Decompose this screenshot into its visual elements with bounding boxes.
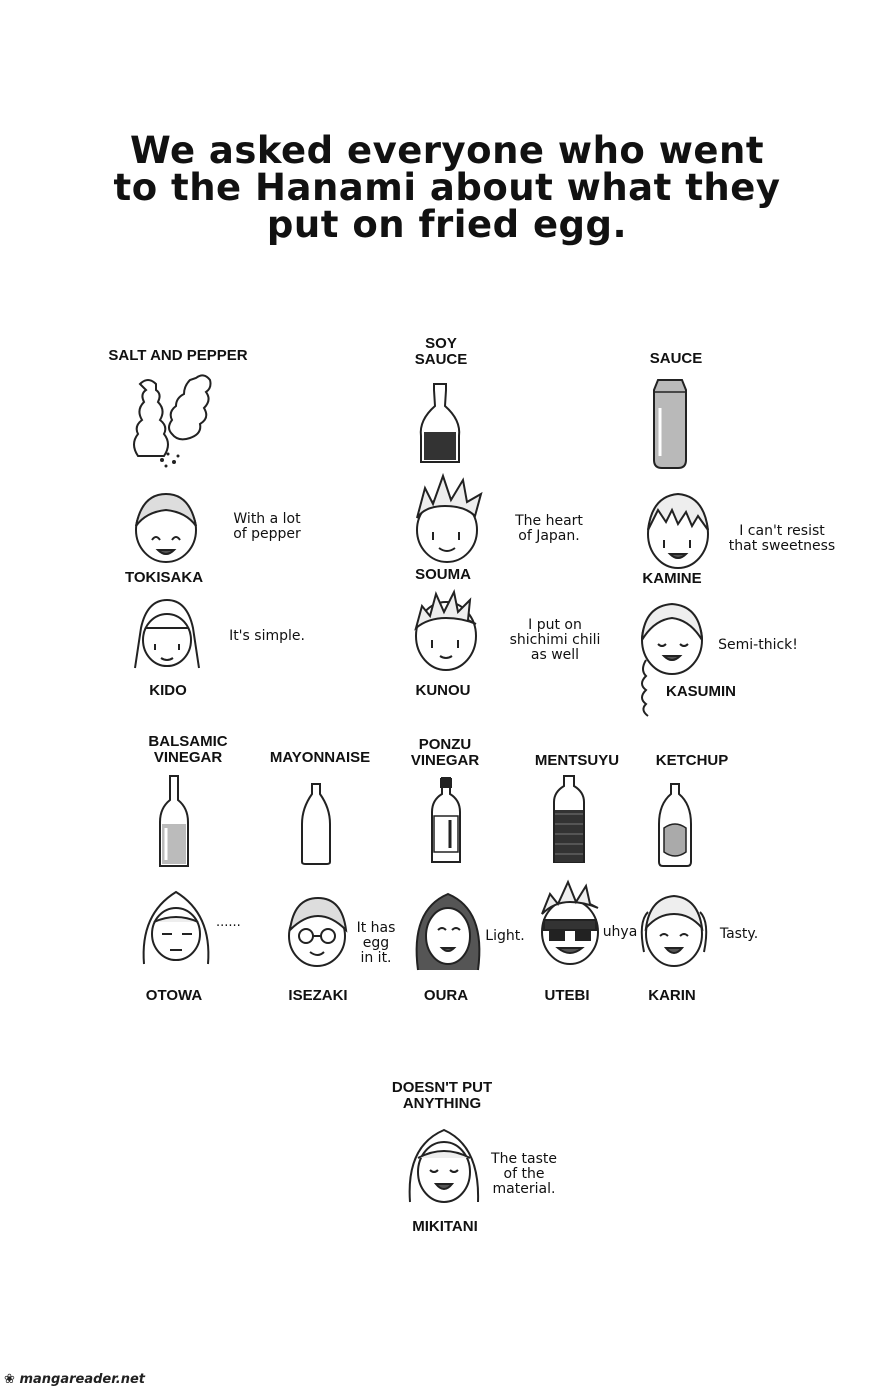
quote-mikitani: The taste of the material.	[491, 1151, 557, 1197]
kido-face-icon	[129, 598, 205, 672]
quote-kamine: I can't resist that sweetness	[728, 523, 836, 554]
utebi-face-icon	[536, 880, 604, 970]
quote-utebi: uhya	[602, 924, 638, 940]
souma-face-icon	[403, 474, 493, 566]
title-line-3: put on fried egg.	[266, 203, 628, 246]
soy-sauce-bottle-icon	[418, 382, 463, 466]
quote-kunou: I put on shichimi chili as well	[509, 617, 601, 663]
name-kamine: KAMINE	[642, 570, 702, 587]
name-kunou: KUNOU	[415, 682, 471, 699]
watermark	[4, 1372, 145, 1387]
category-ponzu-vinegar: PONZU VINEGAR	[410, 736, 480, 769]
quote-kido: It's simple.	[229, 628, 305, 644]
quote-otowa: ......	[216, 915, 241, 930]
category-mentsuyu: MENTSUYU	[534, 752, 620, 769]
category-sauce: SAUCE	[649, 350, 703, 367]
name-otowa: OTOWA	[145, 987, 203, 1004]
name-tokisaka: TOKISAKA	[124, 569, 204, 586]
quote-tokisaka: With a lot of pepper	[233, 511, 301, 542]
kunou-face-icon	[406, 588, 486, 674]
kasumin-face-icon	[630, 600, 710, 720]
isezaki-face-icon	[282, 892, 352, 970]
category-doesnt-put-anything: DOESN'T PUT ANYTHING	[391, 1079, 493, 1112]
ponzu-bottle-icon	[430, 776, 462, 866]
quote-isezaki: It has egg in it.	[356, 920, 396, 966]
name-utebi: UTEBI	[544, 987, 590, 1004]
category-mayonnaise: MAYONNAISE	[269, 749, 371, 766]
name-souma: SOUMA	[415, 566, 471, 583]
quote-kasumin: Semi-thick!	[718, 637, 798, 653]
balsamic-bottle-icon	[158, 774, 190, 870]
tokisaka-face-icon	[128, 490, 204, 566]
quote-karin: Tasty.	[719, 926, 759, 942]
karin-face-icon	[636, 892, 712, 972]
name-oura: OURA	[423, 987, 469, 1004]
name-kido: KIDO	[149, 682, 187, 699]
name-mikitani: MIKITANI	[412, 1218, 478, 1235]
kamine-face-icon	[640, 490, 716, 572]
oura-face-icon	[410, 890, 486, 978]
category-soy-sauce: SOY SAUCE	[414, 335, 468, 368]
mikitani-face-icon	[404, 1126, 484, 1210]
title-line-2: to the Hanami about what they	[113, 166, 781, 209]
watermark-text: mangareader.net	[19, 1372, 145, 1387]
mayonnaise-bottle-icon	[300, 782, 332, 866]
otowa-face-icon	[138, 888, 216, 968]
category-salt-and-pepper: SALT AND PEPPER	[108, 347, 248, 364]
name-karin: KARIN	[648, 987, 696, 1004]
quote-souma: The heart of Japan.	[515, 513, 583, 544]
mentsuyu-bottle-icon	[552, 774, 586, 866]
category-ketchup: KETCHUP	[655, 752, 729, 769]
page-title	[0, 129, 894, 246]
ketchup-bottle-icon	[656, 782, 694, 870]
quote-oura: Light.	[485, 928, 525, 944]
title-line-1: We asked everyone who went	[129, 129, 765, 172]
category-balsamic-vinegar: BALSAMIC VINEGAR	[148, 733, 228, 766]
name-kasumin: KASUMIN	[666, 683, 736, 700]
salt-pepper-shaker-icon	[126, 372, 221, 472]
name-isezaki: ISEZAKI	[288, 987, 348, 1004]
watermark-logo-icon: ❀	[4, 1372, 15, 1387]
sauce-bottle-icon	[648, 378, 692, 470]
